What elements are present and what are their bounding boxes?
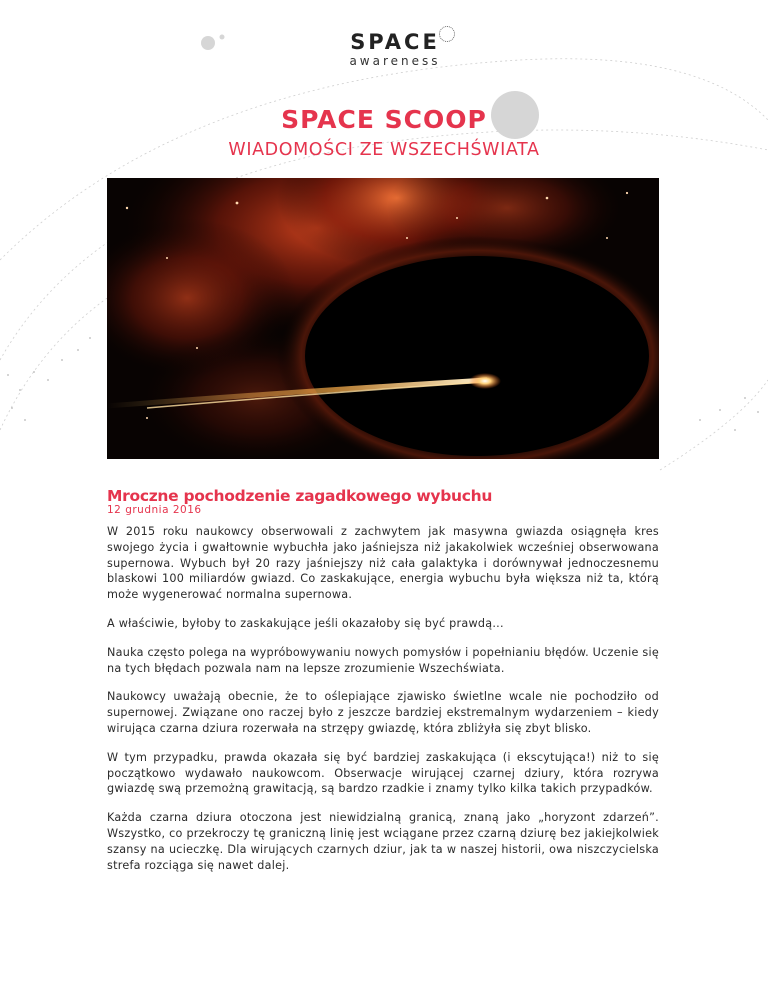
paragraph: W tym przypadku, prawda okazała się być bardziej zaskakująca (i ekscytująca!) niż to się początkowo wydawało naukowcom. Obserwacje wirującej czarnej dziury, która rozrywa gwiazdę swą przemożną grawitacją, są bardzo rzadkie i znamy tylko kilka takich przypadków. [107,750,659,796]
paragraph: Każda czarna dziura otoczona jest niewidzialną granicą, znaną jako „horyzont zdarzeń”. Wszystko, co przekroczy tę graniczną linię jest wciągane przez czarną dziurę bez jakiejkolwiek szansy na ucieczkę. Dla wirujących czarnych dziur, jak ta w naszej historii, owa niszczycielska strefa rozciąga się nawet dalej. [107,811,659,872]
page-title: SPACE SCOOP [281,105,487,134]
article-title: Mroczne pochodzenie zagadkowego wybuchu [107,487,493,505]
paragraph: Naukowcy uważają obecnie, że to oślepiające zjawisko świetlne wcale nie pochodziło od supernowej. Związane ono raczej było z jeszcze bardziej ekstremalnym wydarzeniem – kiedy wirująca czarna dziura rozerwała na strzępy gwiazdę, która zbliżyła się zbyt blisko. [107,690,659,735]
paragraph: Nauka często polega na wypróbowywaniu nowych pomysłów i popełnianiu błędów. Uczenie się na tych błędach pozwala nam na lepsze zrozumienie Wszechświata. [107,645,659,675]
hero-image [107,178,659,459]
article-body [107,524,659,886]
logo-sub-text: awareness [349,54,441,68]
logo-dotted-circle-icon [439,26,455,42]
paragraph: A właściwie, byłoby to zaskakujące jeśli okazałoby się być prawdą... [107,616,504,630]
paragraph: W 2015 roku naukowcy obserwowali z zachwytem jak masywna gwiazda osiągnęła kres swojego życia i gwałtownie wybuchła jako jaśniejsza niż jakakolwiek wcześniej obserwowana supernowa. Wybuch był 20 razy jaśniejszy niż cała galaktyka i dorównywał jednoczesnemu blaskowi 100 miliardów gwiazd. Co zaskakujące, energia wybuchu była większa niż ta, którą może wygenerować normalna supernowa. [107,525,659,602]
logo-main-text: SPACE [350,30,440,54]
page-subtitle: WIADOMOŚCI ZE WSZECHŚWIATA [228,140,540,160]
article-date: 12 grudnia 2016 [107,504,202,516]
space-awareness-logo [335,30,455,68]
black-hole-star-illustration-icon [107,178,659,459]
